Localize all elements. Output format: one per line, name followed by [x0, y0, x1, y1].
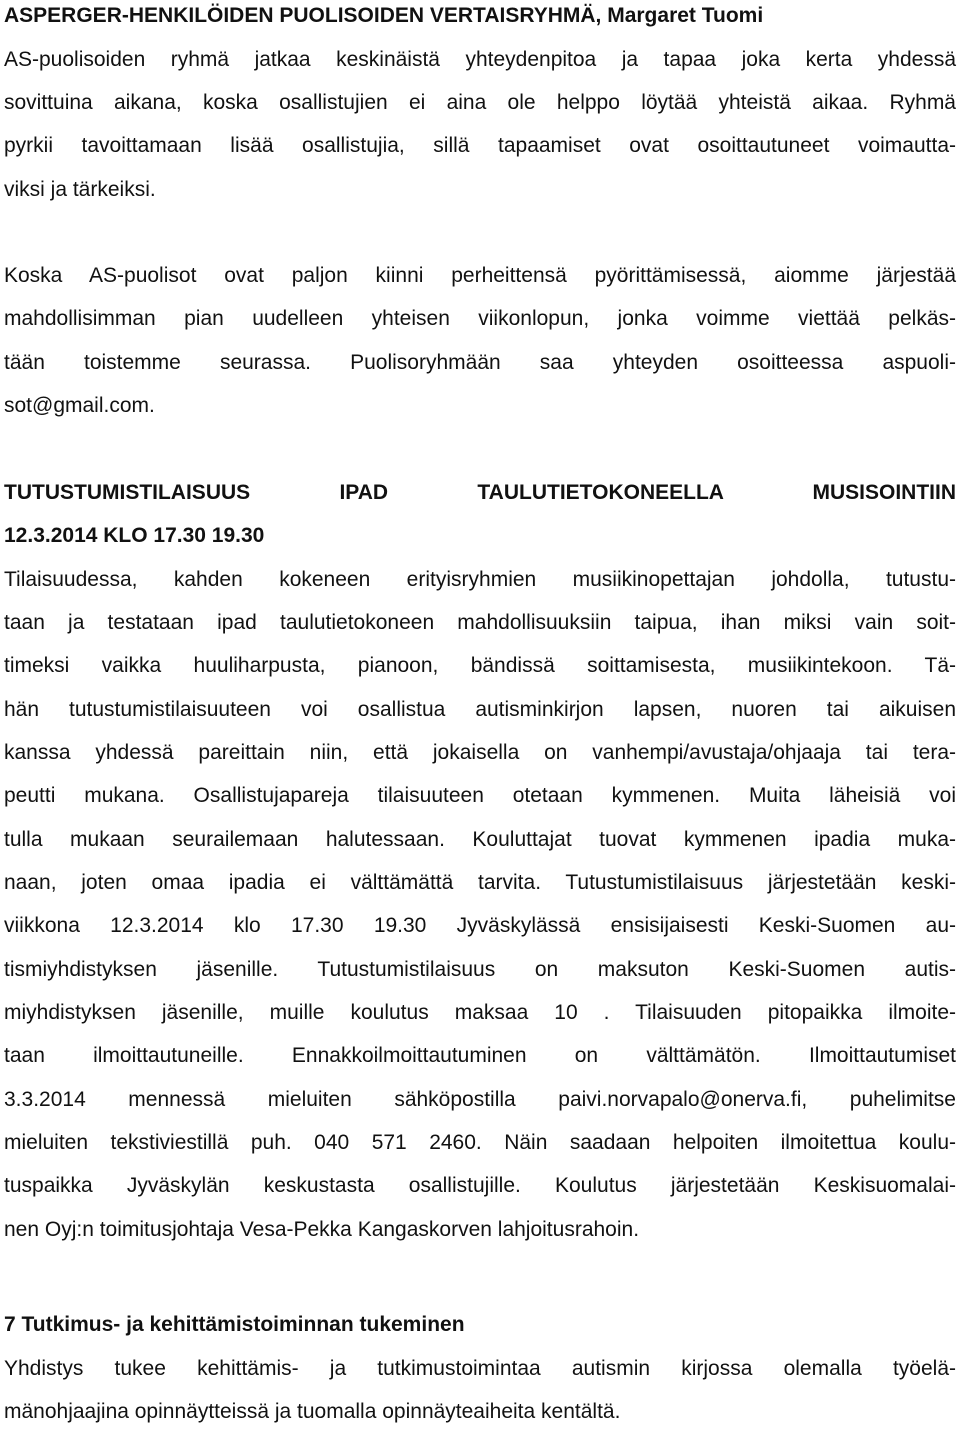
text-line: viikkona 12.3.2014 klo 17.30 19.30 Jyväskylässä ensisijaisesti Keski-Suomen au- — [4, 914, 956, 937]
text-line: hän tutustumistilaisuuteen voi osallistua autisminkirjon lapsen, nuoren tai aikuisen — [4, 698, 956, 721]
text-line: mieluiten tekstiviestillä puh. 040 571 2460. Näin saadaan helpoiten ilmoitettua koulu- — [4, 1131, 956, 1154]
text-line: pyrkii tavoittamaan lisää osallistujia, sillä tapaamiset ovat osoittautuneet voimautta- — [4, 134, 956, 157]
text-line: tismiyhdistyksen jäsenille. Tutustumistilaisuus on maksuton Keski-Suomen autis- — [4, 958, 956, 981]
section-heading: TUTUSTUMISTILAISUUS IPAD TAULUTIETOKONEELLA MUSISOINTIIN — [4, 481, 956, 504]
text-line: Yhdistys tukee kehittämis- ja tutkimustoimintaa autismin kirjossa olemalla työelä- — [4, 1357, 956, 1380]
text-line: tään toistemme seurassa. Puolisoryhmään saa yhteyden osoitteessa aspuoli- — [4, 351, 956, 374]
text-line: tuspaikka Jyväskylän keskustasta osallistujille. Koulutus järjestetään Keskisuomalai- — [4, 1174, 956, 1197]
text-line: sovittuina aikana, koska osallistujien ei aina ole helppo löytää yhteistä aikaa. Ryhmä — [4, 91, 956, 114]
text-line: 3.3.2014 mennessä mieluiten sähköpostilla paivi.norvapalo@onerva.fi, puhelimitse — [4, 1088, 956, 1111]
text-line: naan, joten omaa ipadia ei välttämättä tarvita. Tutustumistilaisuus järjestetään keski- — [4, 871, 956, 894]
text-line: tulla mukaan seurailemaan halutessaan. Kouluttajat tuovat kymmenen ipadia muka- — [4, 828, 956, 851]
text-line: Koska AS-puolisot ovat paljon kiinni perheittensä pyörittämisessä, aiomme järjestää — [4, 264, 956, 287]
text-line: taan ilmoittautuneille. Ennakkoilmoittautuminen on välttämätön. Ilmoittautumiset — [4, 1044, 956, 1067]
text-line: miyhdistyksen jäsenille, muille koulutus maksaa 10 . Tilaisuuden pitopaikka ilmoite- — [4, 1001, 956, 1024]
section-heading: 7 Tutkimus- ja kehittämistoiminnan tukeminen — [4, 1313, 465, 1336]
section-heading: ASPERGER-HENKILÖIDEN PUOLISOIDEN VERTAISRYHMÄ, Margaret Tuomi — [4, 4, 764, 27]
text-line: timeksi vaikka huuliharpusta, pianoon, bändissä soittamisesta, musiikintekoon. Tä- — [4, 654, 956, 677]
text-line: Tilaisuudessa, kahden kokeneen erityisryhmien musiikinopettajan johdolla, tutustu- — [4, 568, 956, 591]
text-line: kanssa yhdessä pareittain niin, että jokaisella on vanhempi/avustaja/ohjaaja tai tera- — [4, 741, 956, 764]
text-line: nen Oyj:n toimitusjohtaja Vesa-Pekka Kangaskorven lahjoitusrahoin. — [4, 1218, 640, 1241]
text-line: AS-puolisoiden ryhmä jatkaa keskinäistä yhteydenpitoa ja tapaa joka kerta yhdessä — [4, 48, 956, 71]
text-line: taan ja testataan ipad taulutietokoneen mahdollisuuksiin taipua, ihan miksi vain soit- — [4, 611, 956, 634]
text-line: mahdollisimman pian uudelleen yhteisen viikonlopun, jonka voimme viettää pelkäs- — [4, 307, 956, 330]
text-line: sot@gmail.com. — [4, 394, 155, 417]
text-line: peutti mukana. Osallistujapareja tilaisuuteen otetaan kymmenen. Muita läheisiä voi — [4, 784, 956, 807]
section-heading-date: 12.3.2014 KLO 17.30 19.30 — [4, 524, 265, 547]
text-line: mänohjaajina opinnäytteissä ja tuomalla opinnäyteaiheita kentältä. — [4, 1400, 621, 1423]
text-line: viksi ja tärkeiksi. — [4, 178, 156, 201]
